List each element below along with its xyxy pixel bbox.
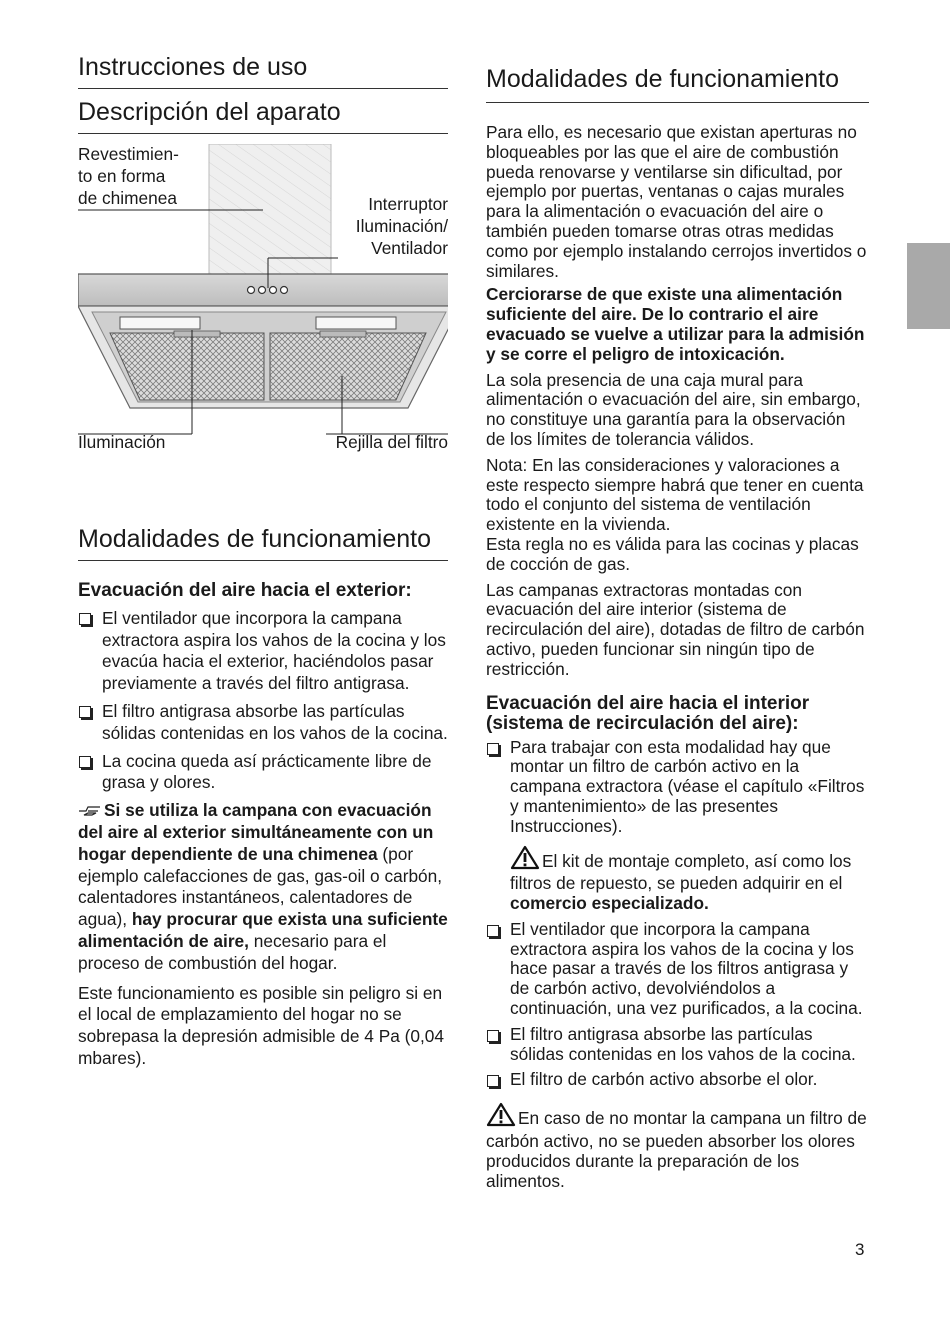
label-lighting: Iluminación bbox=[78, 432, 166, 452]
paragraph-air-supply-warning: Cerciorarse de que existe una alimentación suficiente del aire. De lo contrario el aire evacuado se vuelve a utilizar para la admisión y se corre el peligro de intoxicación. bbox=[486, 284, 865, 364]
label-line: Iluminación/ bbox=[355, 215, 448, 236]
recirculation-bullets-2 bbox=[486, 920, 869, 1090]
checkbox-bullet-icon bbox=[487, 743, 499, 755]
section-title-modes: Modalidades de funcionamiento bbox=[78, 524, 448, 561]
note-bold-1: Si se utiliza la campana con evacuación del aire al exterior simultáneamente con un hogar dependiente de una chimenea bbox=[78, 800, 434, 864]
bullet-text: Para trabajar con esta modalidad hay que montar un filtro de carbón activo en la campana extractora (véase el capítulo «Filtros y mantenimiento» de las presentes Instrucciones). bbox=[510, 736, 865, 836]
bullet-text: El filtro de carbón activo absorbe el olor. bbox=[510, 1069, 818, 1090]
bullet-text: El filtro antigrasa absorbe las partículas sólidas contenidas en los vahos de la cocina. bbox=[102, 701, 448, 743]
warning-triangle-icon bbox=[486, 1102, 516, 1132]
list-item bbox=[78, 701, 448, 745]
exhaust-bullets bbox=[78, 608, 448, 794]
checkbox-bullet-icon bbox=[79, 613, 91, 625]
bullet-text: El ventilador que incorpora la campana extractora aspira los vahos de la cocina y los hace pasar a través de los filtros antigrasa y de carbón activo, devolviéndolos a continuación, una vez purificados, a la cocina. bbox=[510, 918, 863, 1019]
hood-diagram bbox=[78, 144, 448, 554]
note-text-1: (por ejemplo calefacciones de gas, gas-oil o carbón, calentadores instantáneos, calentadores de agua), bbox=[78, 843, 443, 930]
label-chimney-cover bbox=[78, 144, 183, 209]
paragraph-recirculation: Las campanas extractoras montadas con evacuación del aire interior (sistema de recirculación del aire), dotadas de filtro de carbón activo, pueden funcionar sin ningún tipo de restricción. bbox=[486, 579, 865, 679]
label-line: to en forma bbox=[78, 165, 166, 186]
pointing-hand-icon bbox=[78, 800, 104, 822]
right-column bbox=[486, 64, 869, 1191]
recirculation-bullets bbox=[486, 738, 869, 837]
section-title-description: Descripción del aparato bbox=[78, 97, 448, 134]
checkbox-bullet-icon bbox=[487, 925, 499, 937]
label-line: Ventilador bbox=[371, 237, 448, 258]
page-number: 3 bbox=[855, 1240, 865, 1259]
paragraph-note: Nota: En las consideraciones y valoraciones a este respecto siempre habrá que tener en cuenta todo el conjunto del sistema de ventilación existente en la vivienda. bbox=[486, 454, 864, 535]
left-column bbox=[78, 52, 448, 1070]
label-line: Interruptor bbox=[368, 194, 448, 214]
subheading-recirculation: Evacuación del aire hacia el interior (sistema de recirculación del aire): bbox=[486, 692, 810, 734]
warning-no-carbon-filter bbox=[486, 1102, 869, 1191]
warning-no-carbon-text: En caso de no montar la campana un filtro de carbón activo, no se pueden absorber los olores producidos durante la preparación de los alimentos. bbox=[486, 1108, 867, 1191]
paragraph-openings: Para ello, es necesario que existan aperturas no bloqueables por las que el aire de combustión pueda renovarse y ventilarse sin dificultad, por ejemplo por puertas, ventanas o cajas murales para la alimentación o evacuación del aire o también pueden tomarse otras otras medidas como por ejemplo instalando cerrojos invertidos o similares. bbox=[486, 122, 867, 281]
label-filter-grille: Rejilla del filtro bbox=[335, 432, 448, 452]
list-item bbox=[486, 738, 869, 837]
list-item bbox=[486, 920, 869, 1019]
label-line: de chimenea bbox=[78, 187, 177, 208]
checkbox-bullet-icon bbox=[487, 1075, 499, 1087]
paragraph-gas-rule: Esta regla no es válida para las cocinas y placas de cocción de gas. bbox=[486, 533, 859, 574]
list-item bbox=[486, 1025, 869, 1065]
bullet-text: El filtro antigrasa absorbe las partículas sólidas contenidas en los vahos de la cocina. bbox=[510, 1023, 856, 1064]
warning-triangle-icon bbox=[510, 845, 540, 875]
checkbox-bullet-icon bbox=[487, 1030, 499, 1042]
warning-kit bbox=[510, 845, 869, 914]
section-title-modes-right: Modalidades de funcionamiento bbox=[486, 64, 869, 103]
warning-kit-bold: comercio especializado. bbox=[510, 893, 709, 914]
list-item bbox=[78, 751, 448, 795]
chapter-tab-marker bbox=[907, 243, 950, 329]
subheading-exhaust: Evacuación del aire hacia el exterior: bbox=[78, 580, 412, 601]
list-item bbox=[486, 1070, 869, 1090]
checkbox-bullet-icon bbox=[79, 706, 91, 718]
pressure-paragraph: Este funcionamiento es posible sin peligro si en el local de emplazamiento del hogar no se sobrepasa la depresión admisible de 4 Pa (0,04 mbares). bbox=[78, 982, 445, 1069]
chimney-warning-note bbox=[78, 800, 448, 974]
warning-kit-text: El kit de montaje completo, así como los filtros de repuesto, se pueden adquirir en el bbox=[510, 850, 852, 894]
list-item bbox=[78, 608, 448, 695]
manual-title: Instrucciones de uso bbox=[78, 52, 448, 89]
checkbox-bullet-icon bbox=[79, 756, 91, 768]
note-bold-2: hay procurar que exista una suficiente alimentación de aire, bbox=[78, 909, 448, 952]
label-line: Revestimien- bbox=[78, 144, 179, 164]
bullet-text: El ventilador que incorpora la campana extractora aspira los vahos de la cocina y los evacúa hacia el exterior, haciéndolos pasar previamente a través del filtro antigrasa. bbox=[102, 607, 446, 694]
note-text-2: necesario para el proceso de combustión del hogar. bbox=[78, 931, 387, 973]
bullet-text: La cocina queda así prácticamente libre de grasa y olores. bbox=[102, 750, 432, 793]
label-switch bbox=[352, 194, 448, 259]
paragraph-wall-box: La sola presencia de una caja mural para alimentación o evacuación del aire, sin embargo, no constituye una garantía para la observación de los límites de tolerancia válidos. bbox=[486, 369, 861, 449]
